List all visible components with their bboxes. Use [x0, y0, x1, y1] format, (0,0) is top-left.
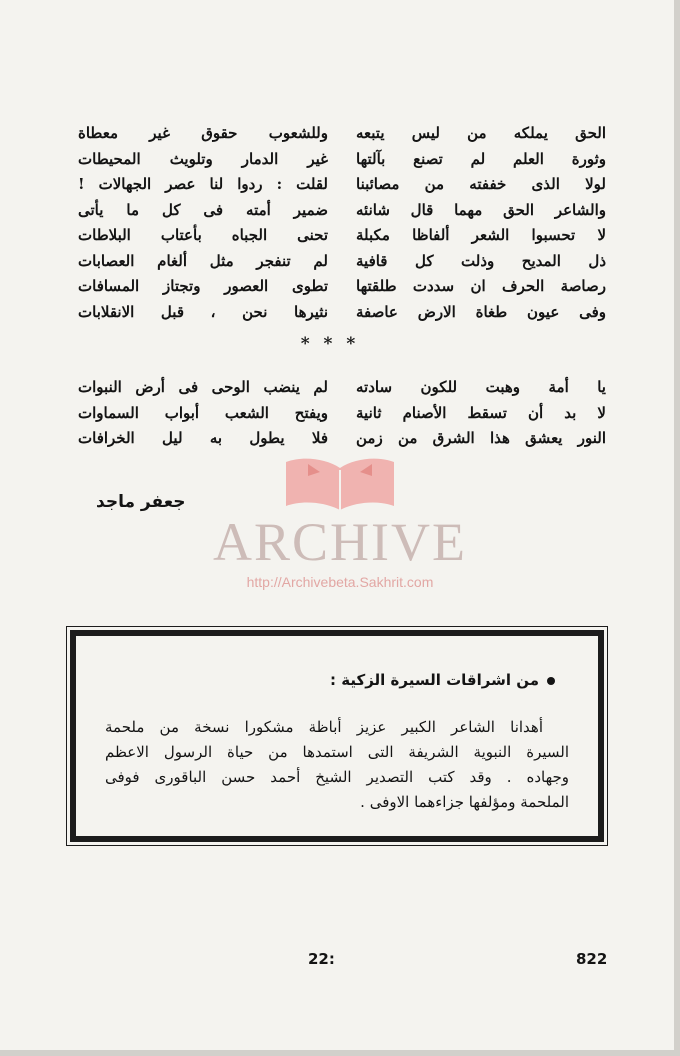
hemistich-right: النور يعشق هذا الشرق من زمن: [356, 429, 606, 447]
hemistich-left: تطوى العصور وتجتاز المسافات: [78, 277, 328, 295]
hemistich-left: لم ينضب الوحى فى أرض النبوات: [78, 378, 328, 396]
verse: [78, 375, 606, 401]
stanza-separator: * * *: [300, 334, 360, 354]
hemistich-right: الحق يملكه من ليس يتبعه: [356, 124, 606, 142]
hemistich-left: وللشعوب حقوق غير معطاة: [78, 124, 328, 142]
hemistich-right: لولا الذى خففته من مصائبنا: [356, 175, 606, 193]
notice-box: [70, 630, 604, 842]
hemistich-left: ضمير أمته فى كل ما يأتى: [78, 200, 328, 219]
hemistich-right: يا أمة وهبت للكون سادته: [356, 378, 606, 396]
hemistich-left: نثيرها نحن ، قبل الانقلابات: [78, 302, 328, 321]
verse: [78, 401, 606, 427]
hemistich-left: لم تنفجر مثل ألغام العصابات: [78, 251, 328, 270]
hemistich-left: لقلت : ردوا لنا عصر الجهالات !: [78, 175, 328, 193]
watermark-title: ARCHIVE: [213, 512, 467, 572]
verse: [78, 300, 606, 326]
notice-line: السيرة النبوية الشريفة التى استمدها من حياة الرسول الاعظم: [105, 743, 569, 761]
verse: [78, 198, 606, 224]
hemistich-left: فلا يطول به ليل الخرافات: [78, 429, 328, 447]
hemistich-left: ويفتح الشعب أبواب السماوات: [78, 403, 328, 422]
hemistich-left: تحنى الجباه بأعتاب البلاطات: [78, 226, 328, 244]
notice-line: الملحمة ومؤلفها جزاءهما الاوفى .: [360, 793, 569, 811]
verse: [78, 426, 606, 452]
verse: [78, 147, 606, 173]
page-number-left: 22:: [308, 950, 335, 968]
verse: [78, 274, 606, 300]
hemistich-right: لا بد أن تسقط الأصنام ثانية: [356, 403, 606, 422]
verse: [78, 223, 606, 249]
hemistich-right: رصاصة الحرف ان سددت طلقتها: [356, 277, 606, 295]
notice-body: [105, 715, 569, 815]
bullet-icon: [547, 677, 555, 685]
hemistich-right: لا تحسبوا الشعر ألفاظا مكبلة: [356, 226, 606, 244]
watermark-url: http://Archivebeta.Sakhrit.com: [246, 574, 434, 590]
notice-title: [330, 671, 555, 689]
poem-stanza-1: [78, 121, 606, 325]
hemistich-right: والشاعر الحق مهما قال شانئه: [356, 200, 606, 219]
hemistich-right: وثورة العلم لم تصنع بآلتها: [356, 149, 606, 168]
notice-inner: [79, 639, 595, 833]
page-number-right: 822: [576, 950, 608, 968]
poet-signature: جعفر ماجد: [96, 492, 186, 512]
verse: [78, 172, 606, 198]
poem-stanza-2: [78, 375, 606, 452]
hemistich-right: ذل المديح وذلت كل قافية: [356, 251, 606, 270]
hemistich-left: غير الدمار وتلويث المحيطات: [78, 149, 328, 168]
notice-title-text: من اشراقات السيرة الزكية :: [330, 671, 539, 689]
hemistich-right: وفى عيون طغاة الارض عاصفة: [356, 302, 606, 321]
verse: [78, 249, 606, 275]
notice-line: أهدانا الشاعر الكبير عزيز أباظة مشكورا نسخة من ملحمة: [105, 718, 543, 736]
verse: [78, 121, 606, 147]
notice-line: وجهاده . وقد كتب التصدير الشيخ أحمد حسن الباقورى فوفى: [105, 768, 569, 786]
